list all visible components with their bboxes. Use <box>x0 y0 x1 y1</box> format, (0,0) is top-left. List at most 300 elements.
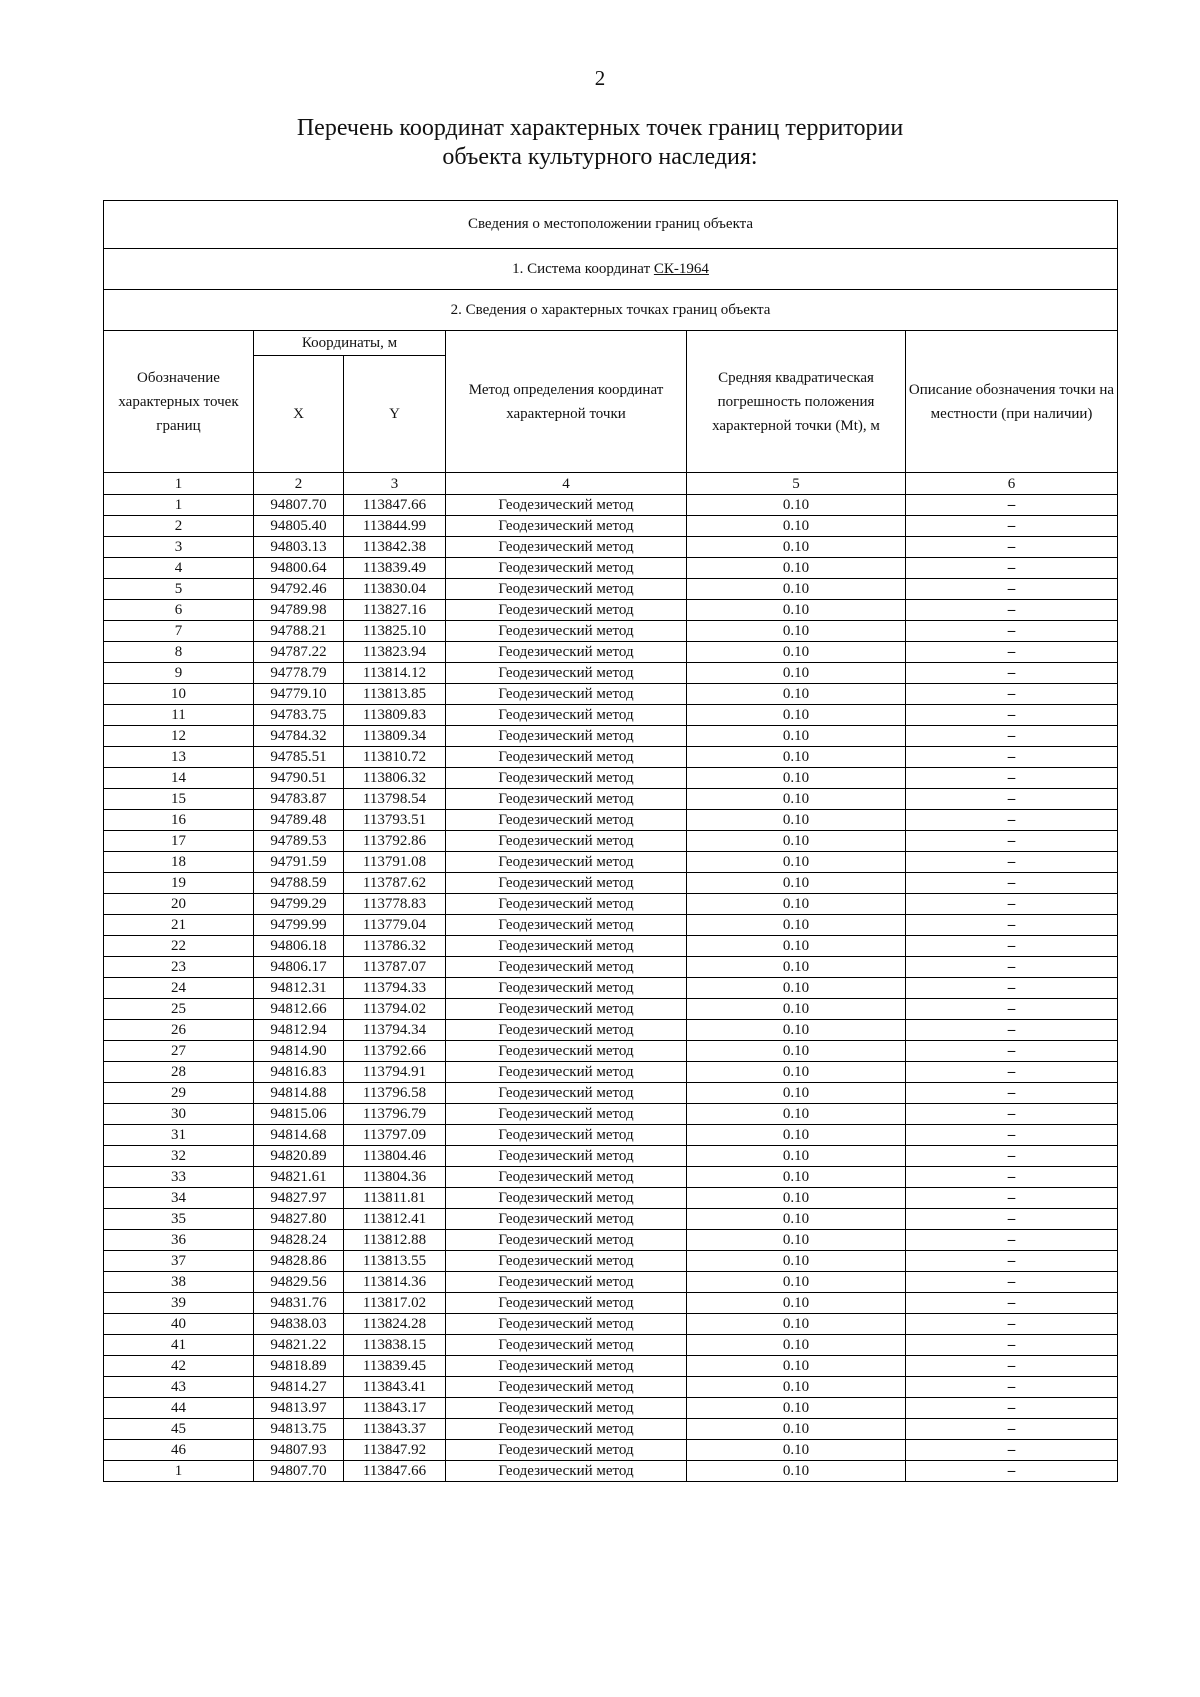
cell-error: 0.10 <box>687 705 906 726</box>
cell-method: Геодезический метод <box>446 873 687 894</box>
cell-x: 94816.83 <box>254 1062 344 1083</box>
cell-y: 113793.51 <box>344 810 446 831</box>
cell-method: Геодезический метод <box>446 642 687 663</box>
cell-method: Геодезический метод <box>446 1335 687 1356</box>
cell-error: 0.10 <box>687 1419 906 1440</box>
cell-error: 0.10 <box>687 810 906 831</box>
cell-point: 15 <box>104 789 254 810</box>
cell-error: 0.10 <box>687 1146 906 1167</box>
table-row <box>104 1419 1118 1440</box>
cell-description: – <box>906 768 1118 789</box>
cell-error: 0.10 <box>687 1251 906 1272</box>
cell-point: 39 <box>104 1293 254 1314</box>
cell-x: 94790.51 <box>254 768 344 789</box>
cell-error: 0.10 <box>687 915 906 936</box>
cell-error: 0.10 <box>687 1293 906 1314</box>
cell-point: 10 <box>104 684 254 705</box>
cell-error: 0.10 <box>687 1188 906 1209</box>
cell-method: Геодезический метод <box>446 1314 687 1335</box>
cell-y: 113814.36 <box>344 1272 446 1293</box>
table-row <box>104 978 1118 999</box>
cell-point: 7 <box>104 621 254 642</box>
cell-description: – <box>906 1041 1118 1062</box>
cell-description: – <box>906 1398 1118 1419</box>
cell-method: Геодезический метод <box>446 1419 687 1440</box>
table-row <box>104 1251 1118 1272</box>
cell-point: 14 <box>104 768 254 789</box>
cell-x: 94828.24 <box>254 1230 344 1251</box>
cell-x: 94791.59 <box>254 852 344 873</box>
cell-y: 113814.12 <box>344 663 446 684</box>
cell-error: 0.10 <box>687 537 906 558</box>
cell-x: 94831.76 <box>254 1293 344 1314</box>
cell-x: 94827.97 <box>254 1188 344 1209</box>
cell-x: 94783.87 <box>254 789 344 810</box>
cell-description: – <box>906 789 1118 810</box>
table-row <box>104 1146 1118 1167</box>
cell-y: 113779.04 <box>344 915 446 936</box>
cell-y: 113794.02 <box>344 999 446 1020</box>
cell-y: 113796.79 <box>344 1104 446 1125</box>
table-row <box>104 579 1118 600</box>
cell-point: 1 <box>104 1461 254 1482</box>
cell-x: 94788.21 <box>254 621 344 642</box>
table-row <box>104 915 1118 936</box>
cell-method: Геодезический метод <box>446 789 687 810</box>
cell-point: 41 <box>104 1335 254 1356</box>
cell-y: 113827.16 <box>344 600 446 621</box>
cell-x: 94812.31 <box>254 978 344 999</box>
cell-method: Геодезический метод <box>446 600 687 621</box>
table-row <box>104 789 1118 810</box>
cell-method: Геодезический метод <box>446 1272 687 1293</box>
cell-y: 113778.83 <box>344 894 446 915</box>
cell-y: 113812.88 <box>344 1230 446 1251</box>
table-row <box>104 1188 1118 1209</box>
cell-point: 22 <box>104 936 254 957</box>
cell-error: 0.10 <box>687 873 906 894</box>
cell-method: Геодезический метод <box>446 1461 687 1482</box>
cell-description: – <box>906 999 1118 1020</box>
col-header-error: Средняя квадратическая погрешность положения характерной точки (Mt), м <box>687 331 906 473</box>
cell-point: 31 <box>104 1125 254 1146</box>
cell-error: 0.10 <box>687 1335 906 1356</box>
cell-method: Геодезический метод <box>446 1440 687 1461</box>
cell-error: 0.10 <box>687 957 906 978</box>
cell-y: 113787.07 <box>344 957 446 978</box>
cell-method: Геодезический метод <box>446 1356 687 1377</box>
cell-x: 94821.61 <box>254 1167 344 1188</box>
cell-description: – <box>906 747 1118 768</box>
cell-point: 42 <box>104 1356 254 1377</box>
cell-x: 94813.75 <box>254 1419 344 1440</box>
cell-method: Геодезический метод <box>446 810 687 831</box>
cell-error: 0.10 <box>687 789 906 810</box>
cell-error: 0.10 <box>687 1461 906 1482</box>
cell-y: 113844.99 <box>344 516 446 537</box>
cell-x: 94827.80 <box>254 1209 344 1230</box>
cell-method: Геодезический метод <box>446 1125 687 1146</box>
cell-x: 94814.68 <box>254 1125 344 1146</box>
cell-point: 21 <box>104 915 254 936</box>
cell-x: 94813.97 <box>254 1398 344 1419</box>
cell-method: Геодезический метод <box>446 1041 687 1062</box>
cell-x: 94818.89 <box>254 1356 344 1377</box>
table-row <box>104 831 1118 852</box>
table-row <box>104 1461 1118 1482</box>
table-row <box>104 999 1118 1020</box>
table-row <box>104 1083 1118 1104</box>
cell-method: Геодезический метод <box>446 537 687 558</box>
cell-y: 113798.54 <box>344 789 446 810</box>
cell-description: – <box>906 705 1118 726</box>
cell-error: 0.10 <box>687 1398 906 1419</box>
cell-method: Геодезический метод <box>446 516 687 537</box>
cell-point: 45 <box>104 1419 254 1440</box>
cell-point: 2 <box>104 516 254 537</box>
coordinate-system-label: 1. Система координат <box>512 260 654 277</box>
table-row <box>104 558 1118 579</box>
cell-y: 113792.66 <box>344 1041 446 1062</box>
table-row <box>104 1062 1118 1083</box>
cell-error: 0.10 <box>687 768 906 789</box>
cell-error: 0.10 <box>687 663 906 684</box>
cell-y: 113792.86 <box>344 831 446 852</box>
cell-method: Геодезический метод <box>446 579 687 600</box>
cell-method: Геодезический метод <box>446 1293 687 1314</box>
table-row <box>104 1356 1118 1377</box>
cell-description: – <box>906 873 1118 894</box>
table-row <box>104 873 1118 894</box>
column-number: 1 <box>104 473 254 495</box>
col-header-method: Метод определения координат характерной точки <box>446 331 687 473</box>
table-row <box>104 516 1118 537</box>
cell-description: – <box>906 831 1118 852</box>
cell-x: 94829.56 <box>254 1272 344 1293</box>
cell-error: 0.10 <box>687 1125 906 1146</box>
cell-y: 113797.09 <box>344 1125 446 1146</box>
col-header-x: X <box>254 356 344 473</box>
cell-x: 94789.48 <box>254 810 344 831</box>
cell-point: 17 <box>104 831 254 852</box>
cell-y: 113813.85 <box>344 684 446 705</box>
cell-description: – <box>906 495 1118 516</box>
table-row <box>104 1209 1118 1230</box>
cell-x: 94803.13 <box>254 537 344 558</box>
cell-point: 35 <box>104 1209 254 1230</box>
cell-x: 94799.99 <box>254 915 344 936</box>
table-row <box>104 642 1118 663</box>
cell-point: 43 <box>104 1377 254 1398</box>
table-row <box>104 1020 1118 1041</box>
cell-description: – <box>906 579 1118 600</box>
cell-x: 94807.93 <box>254 1440 344 1461</box>
table-row <box>104 852 1118 873</box>
cell-method: Геодезический метод <box>446 1062 687 1083</box>
cell-point: 38 <box>104 1272 254 1293</box>
cell-y: 113839.45 <box>344 1356 446 1377</box>
cell-x: 94814.88 <box>254 1083 344 1104</box>
cell-x: 94778.79 <box>254 663 344 684</box>
cell-method: Геодезический метод <box>446 936 687 957</box>
cell-point: 25 <box>104 999 254 1020</box>
cell-point: 26 <box>104 1020 254 1041</box>
cell-error: 0.10 <box>687 1062 906 1083</box>
cell-point: 20 <box>104 894 254 915</box>
cell-y: 113824.28 <box>344 1314 446 1335</box>
page-title <box>0 114 1200 172</box>
cell-point: 3 <box>104 537 254 558</box>
cell-point: 4 <box>104 558 254 579</box>
cell-x: 94814.90 <box>254 1041 344 1062</box>
cell-y: 113823.94 <box>344 642 446 663</box>
cell-description: – <box>906 663 1118 684</box>
cell-method: Геодезический метод <box>446 831 687 852</box>
table-row <box>104 537 1118 558</box>
table-row <box>104 1293 1118 1314</box>
cell-description: – <box>906 1125 1118 1146</box>
cell-point: 6 <box>104 600 254 621</box>
table-row <box>104 1041 1118 1062</box>
cell-error: 0.10 <box>687 684 906 705</box>
cell-y: 113796.58 <box>344 1083 446 1104</box>
cell-description: – <box>906 1146 1118 1167</box>
cell-description: – <box>906 957 1118 978</box>
table-row <box>104 621 1118 642</box>
cell-x: 94807.70 <box>254 495 344 516</box>
column-number: 5 <box>687 473 906 495</box>
cell-error: 0.10 <box>687 894 906 915</box>
cell-y: 113794.34 <box>344 1020 446 1041</box>
cell-method: Геодезический метод <box>446 1020 687 1041</box>
table-row <box>104 1167 1118 1188</box>
cell-y: 113830.04 <box>344 579 446 600</box>
cell-error: 0.10 <box>687 1209 906 1230</box>
cell-error: 0.10 <box>687 1356 906 1377</box>
cell-method: Геодезический метод <box>446 1083 687 1104</box>
cell-point: 28 <box>104 1062 254 1083</box>
table-row <box>104 1272 1118 1293</box>
coordinate-system-row <box>104 249 1118 290</box>
points-header: 2. Сведения о характерных точках границ объекта <box>104 290 1118 331</box>
cell-point: 13 <box>104 747 254 768</box>
table-row <box>104 768 1118 789</box>
cell-point: 36 <box>104 1230 254 1251</box>
column-number: 3 <box>344 473 446 495</box>
cell-method: Геодезический метод <box>446 957 687 978</box>
cell-point: 32 <box>104 1146 254 1167</box>
cell-y: 113812.41 <box>344 1209 446 1230</box>
coordinates-table <box>103 200 1118 1482</box>
cell-y: 113813.55 <box>344 1251 446 1272</box>
cell-error: 0.10 <box>687 1440 906 1461</box>
cell-point: 16 <box>104 810 254 831</box>
cell-point: 40 <box>104 1314 254 1335</box>
table-row <box>104 1440 1118 1461</box>
cell-y: 113787.62 <box>344 873 446 894</box>
cell-y: 113842.38 <box>344 537 446 558</box>
cell-error: 0.10 <box>687 1104 906 1125</box>
table-row <box>104 747 1118 768</box>
table-row <box>104 810 1118 831</box>
cell-method: Геодезический метод <box>446 1209 687 1230</box>
cell-error: 0.10 <box>687 1083 906 1104</box>
cell-x: 94820.89 <box>254 1146 344 1167</box>
cell-x: 94783.75 <box>254 705 344 726</box>
cell-method: Геодезический метод <box>446 999 687 1020</box>
cell-method: Геодезический метод <box>446 1167 687 1188</box>
cell-x: 94806.18 <box>254 936 344 957</box>
table-row <box>104 684 1118 705</box>
cell-x: 94807.70 <box>254 1461 344 1482</box>
cell-description: – <box>906 1356 1118 1377</box>
cell-error: 0.10 <box>687 1020 906 1041</box>
cell-description: – <box>906 1377 1118 1398</box>
cell-error: 0.10 <box>687 558 906 579</box>
table-row <box>104 726 1118 747</box>
cell-y: 113838.15 <box>344 1335 446 1356</box>
cell-error: 0.10 <box>687 642 906 663</box>
cell-y: 113843.41 <box>344 1377 446 1398</box>
cell-description: – <box>906 1293 1118 1314</box>
cell-x: 94792.46 <box>254 579 344 600</box>
cell-point: 11 <box>104 705 254 726</box>
cell-method: Геодезический метод <box>446 1377 687 1398</box>
cell-point: 5 <box>104 579 254 600</box>
cell-description: – <box>906 915 1118 936</box>
cell-x: 94815.06 <box>254 1104 344 1125</box>
cell-y: 113809.34 <box>344 726 446 747</box>
cell-description: – <box>906 642 1118 663</box>
table-row <box>104 1314 1118 1335</box>
col-header-y: Y <box>344 356 446 473</box>
cell-description: – <box>906 516 1118 537</box>
table-row <box>104 936 1118 957</box>
cell-error: 0.10 <box>687 495 906 516</box>
cell-method: Геодезический метод <box>446 768 687 789</box>
cell-method: Геодезический метод <box>446 852 687 873</box>
cell-x: 94812.66 <box>254 999 344 1020</box>
cell-point: 18 <box>104 852 254 873</box>
cell-point: 8 <box>104 642 254 663</box>
cell-x: 94785.51 <box>254 747 344 768</box>
cell-y: 113804.46 <box>344 1146 446 1167</box>
cell-error: 0.10 <box>687 936 906 957</box>
cell-x: 94788.59 <box>254 873 344 894</box>
cell-y: 113794.33 <box>344 978 446 999</box>
column-number: 6 <box>906 473 1118 495</box>
cell-method: Геодезический метод <box>446 705 687 726</box>
cell-y: 113804.36 <box>344 1167 446 1188</box>
cell-description: – <box>906 894 1118 915</box>
cell-error: 0.10 <box>687 1314 906 1335</box>
cell-description: – <box>906 1083 1118 1104</box>
cell-y: 113839.49 <box>344 558 446 579</box>
cell-x: 94784.32 <box>254 726 344 747</box>
cell-description: – <box>906 1209 1118 1230</box>
title-line-2: объекта культурного наследия: <box>442 144 758 170</box>
cell-method: Геодезический метод <box>446 1230 687 1251</box>
section-header: Сведения о местоположении границ объекта <box>104 201 1118 249</box>
cell-y: 113794.91 <box>344 1062 446 1083</box>
cell-point: 23 <box>104 957 254 978</box>
cell-y: 113843.17 <box>344 1398 446 1419</box>
cell-description: – <box>906 1167 1118 1188</box>
table-row <box>104 1335 1118 1356</box>
cell-method: Геодезический метод <box>446 894 687 915</box>
cell-point: 27 <box>104 1041 254 1062</box>
cell-x: 94838.03 <box>254 1314 344 1335</box>
cell-point: 33 <box>104 1167 254 1188</box>
table-row <box>104 894 1118 915</box>
cell-description: – <box>906 1230 1118 1251</box>
cell-x: 94789.98 <box>254 600 344 621</box>
cell-method: Геодезический метод <box>446 558 687 579</box>
table-row <box>104 495 1118 516</box>
cell-x: 94828.86 <box>254 1251 344 1272</box>
table-row <box>104 957 1118 978</box>
cell-method: Геодезический метод <box>446 978 687 999</box>
cell-method: Геодезический метод <box>446 726 687 747</box>
cell-method: Геодезический метод <box>446 1251 687 1272</box>
cell-x: 94821.22 <box>254 1335 344 1356</box>
cell-description: – <box>906 537 1118 558</box>
cell-error: 0.10 <box>687 1041 906 1062</box>
cell-x: 94779.10 <box>254 684 344 705</box>
cell-method: Геодезический метод <box>446 915 687 936</box>
cell-point: 1 <box>104 495 254 516</box>
col-header-point: Обозначение характерных точек границ <box>104 331 254 473</box>
cell-error: 0.10 <box>687 1230 906 1251</box>
cell-description: – <box>906 684 1118 705</box>
col-header-description: Описание обозначения точки на местности (при наличии) <box>906 331 1118 473</box>
cell-y: 113817.02 <box>344 1293 446 1314</box>
cell-y: 113847.66 <box>344 1461 446 1482</box>
cell-point: 19 <box>104 873 254 894</box>
cell-description: – <box>906 852 1118 873</box>
cell-method: Геодезический метод <box>446 495 687 516</box>
cell-point: 34 <box>104 1188 254 1209</box>
column-numbers-row <box>104 473 1118 495</box>
cell-y: 113847.66 <box>344 495 446 516</box>
cell-method: Геодезический метод <box>446 1146 687 1167</box>
cell-description: – <box>906 810 1118 831</box>
column-number: 2 <box>254 473 344 495</box>
cell-method: Геодезический метод <box>446 747 687 768</box>
column-number: 4 <box>446 473 687 495</box>
table-row <box>104 1377 1118 1398</box>
cell-error: 0.10 <box>687 726 906 747</box>
cell-description: – <box>906 1251 1118 1272</box>
cell-y: 113810.72 <box>344 747 446 768</box>
cell-point: 29 <box>104 1083 254 1104</box>
cell-method: Геодезический метод <box>446 1188 687 1209</box>
cell-point: 9 <box>104 663 254 684</box>
table-row <box>104 705 1118 726</box>
cell-description: – <box>906 978 1118 999</box>
table-row <box>104 600 1118 621</box>
cell-error: 0.10 <box>687 600 906 621</box>
cell-method: Геодезический метод <box>446 684 687 705</box>
cell-x: 94805.40 <box>254 516 344 537</box>
cell-y: 113809.83 <box>344 705 446 726</box>
cell-description: – <box>906 1020 1118 1041</box>
cell-description: – <box>906 1314 1118 1335</box>
col-header-coords: Координаты, м <box>254 331 446 356</box>
cell-method: Геодезический метод <box>446 1398 687 1419</box>
cell-description: – <box>906 1272 1118 1293</box>
cell-point: 30 <box>104 1104 254 1125</box>
